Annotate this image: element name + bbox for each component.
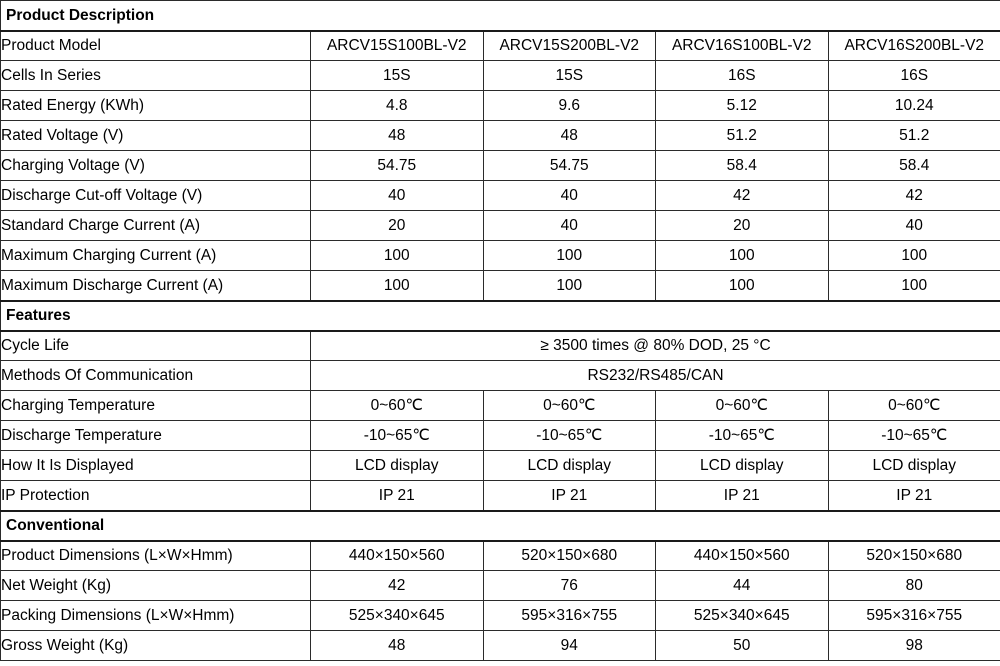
value-cell: 440×150×560 <box>311 541 484 571</box>
row-label: Gross Weight (Kg) <box>1 631 311 661</box>
value-cell: IP 21 <box>656 481 829 511</box>
row-label: Charging Temperature <box>1 391 311 421</box>
table-row <box>1 631 1000 661</box>
value-cell: ARCV16S200BL-V2 <box>828 31 1000 61</box>
section-title: Product Description <box>1 1 1000 31</box>
value-cell: 100 <box>311 241 484 271</box>
value-cell: 58.4 <box>828 151 1000 181</box>
value-cell: 440×150×560 <box>656 541 829 571</box>
value-cell: 76 <box>483 571 656 601</box>
merged-value-cell: ≥ 3500 times @ 80% DOD, 25 °C <box>311 331 1000 361</box>
section-header-row <box>1 1 1000 31</box>
row-label: Discharge Cut-off Voltage (V) <box>1 181 311 211</box>
table-row <box>1 391 1000 421</box>
value-cell: 48 <box>483 121 656 151</box>
table-row <box>1 31 1000 61</box>
value-cell: 50 <box>656 631 829 661</box>
row-label: Product Model <box>1 31 311 61</box>
value-cell: ARCV15S200BL-V2 <box>483 31 656 61</box>
value-cell: 16S <box>828 61 1000 91</box>
value-cell: 100 <box>656 271 829 301</box>
value-cell: 525×340×645 <box>656 601 829 631</box>
row-label: Cells In Series <box>1 61 311 91</box>
value-cell: LCD display <box>656 451 829 481</box>
value-cell: 525×340×645 <box>311 601 484 631</box>
value-cell: 100 <box>311 271 484 301</box>
value-cell: -10~65℃ <box>311 421 484 451</box>
value-cell: 595×316×755 <box>483 601 656 631</box>
value-cell: 42 <box>828 181 1000 211</box>
value-cell: 40 <box>483 211 656 241</box>
value-cell: 9.6 <box>483 91 656 121</box>
value-cell: 40 <box>311 181 484 211</box>
row-label: Cycle Life <box>1 331 311 361</box>
row-label: Standard Charge Current (A) <box>1 211 311 241</box>
value-cell: IP 21 <box>311 481 484 511</box>
value-cell: LCD display <box>311 451 484 481</box>
section-header-row <box>1 301 1000 331</box>
value-cell: 16S <box>656 61 829 91</box>
row-label: Rated Energy (KWh) <box>1 91 311 121</box>
table-row <box>1 541 1000 571</box>
table-row <box>1 61 1000 91</box>
section-title: Conventional <box>1 511 1000 541</box>
value-cell: 15S <box>311 61 484 91</box>
value-cell: 48 <box>311 121 484 151</box>
row-label: Methods Of Communication <box>1 361 311 391</box>
value-cell: 0~60℃ <box>656 391 829 421</box>
value-cell: 595×316×755 <box>828 601 1000 631</box>
value-cell: 10.24 <box>828 91 1000 121</box>
value-cell: 15S <box>483 61 656 91</box>
row-label: Net Weight (Kg) <box>1 571 311 601</box>
value-cell: 80 <box>828 571 1000 601</box>
value-cell: 40 <box>483 181 656 211</box>
value-cell: ARCV16S100BL-V2 <box>656 31 829 61</box>
row-label: How It Is Displayed <box>1 451 311 481</box>
value-cell: 42 <box>311 571 484 601</box>
value-cell: 100 <box>828 241 1000 271</box>
section-title: Features <box>1 301 1000 331</box>
table-row <box>1 211 1000 241</box>
value-cell: 5.12 <box>656 91 829 121</box>
value-cell: LCD display <box>483 451 656 481</box>
row-label: Maximum Charging Current (A) <box>1 241 311 271</box>
value-cell: 20 <box>656 211 829 241</box>
value-cell: 20 <box>311 211 484 241</box>
row-label: Maximum Discharge Current (A) <box>1 271 311 301</box>
value-cell: 44 <box>656 571 829 601</box>
table-row <box>1 151 1000 181</box>
value-cell: 0~60℃ <box>828 391 1000 421</box>
value-cell: -10~65℃ <box>483 421 656 451</box>
table-body <box>1 1 1000 661</box>
table-row <box>1 271 1000 301</box>
value-cell: 94 <box>483 631 656 661</box>
table-row <box>1 361 1000 391</box>
value-cell: 51.2 <box>656 121 829 151</box>
table-row <box>1 181 1000 211</box>
row-label: Packing Dimensions (L×W×Hmm) <box>1 601 311 631</box>
value-cell: 100 <box>483 241 656 271</box>
table-row <box>1 601 1000 631</box>
table-row <box>1 241 1000 271</box>
value-cell: -10~65℃ <box>656 421 829 451</box>
value-cell: 100 <box>828 271 1000 301</box>
row-label: IP Protection <box>1 481 311 511</box>
row-label: Product Dimensions (L×W×Hmm) <box>1 541 311 571</box>
value-cell: 520×150×680 <box>483 541 656 571</box>
value-cell: 48 <box>311 631 484 661</box>
row-label: Discharge Temperature <box>1 421 311 451</box>
value-cell: LCD display <box>828 451 1000 481</box>
value-cell: 100 <box>656 241 829 271</box>
value-cell: 0~60℃ <box>483 391 656 421</box>
value-cell: 58.4 <box>656 151 829 181</box>
value-cell: 520×150×680 <box>828 541 1000 571</box>
value-cell: 98 <box>828 631 1000 661</box>
table-row <box>1 91 1000 121</box>
value-cell: 40 <box>828 211 1000 241</box>
merged-value-cell: RS232/RS485/CAN <box>311 361 1000 391</box>
value-cell: 51.2 <box>828 121 1000 151</box>
table-row <box>1 451 1000 481</box>
table-row <box>1 481 1000 511</box>
table-row <box>1 421 1000 451</box>
value-cell: 4.8 <box>311 91 484 121</box>
row-label: Rated Voltage (V) <box>1 121 311 151</box>
value-cell: 42 <box>656 181 829 211</box>
value-cell: 100 <box>483 271 656 301</box>
table-row <box>1 121 1000 151</box>
value-cell: 0~60℃ <box>311 391 484 421</box>
table-row <box>1 331 1000 361</box>
value-cell: IP 21 <box>483 481 656 511</box>
value-cell: 54.75 <box>483 151 656 181</box>
value-cell: 54.75 <box>311 151 484 181</box>
row-label: Charging Voltage (V) <box>1 151 311 181</box>
section-header-row <box>1 511 1000 541</box>
table-row <box>1 571 1000 601</box>
value-cell: -10~65℃ <box>828 421 1000 451</box>
value-cell: ARCV15S100BL-V2 <box>311 31 484 61</box>
value-cell: IP 21 <box>828 481 1000 511</box>
